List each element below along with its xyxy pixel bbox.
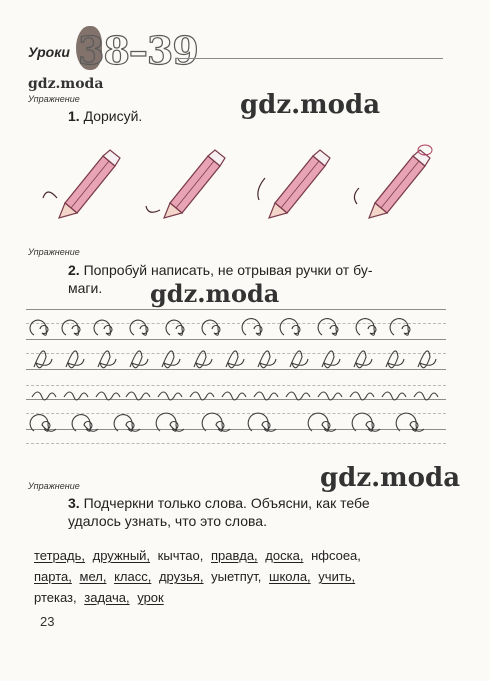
word-line-2	[34, 566, 454, 587]
watermark-3: gdz.moda	[320, 463, 461, 493]
lesson-number: 38–39	[78, 28, 198, 73]
word-item[interactable]: друзья,	[158, 569, 204, 584]
word-item[interactable]: ртеказ,	[34, 590, 77, 605]
watermark-small: gdz.moda	[28, 76, 104, 92]
word-item[interactable]: задача,	[84, 590, 130, 605]
exercise-2-number: 2.	[68, 262, 80, 278]
word-item[interactable]: урок	[137, 590, 164, 605]
word-item[interactable]: уыетпут,	[211, 569, 262, 584]
exercise-1-text: Дорисуй.	[83, 108, 143, 124]
word-item[interactable]: правда,	[210, 548, 258, 563]
watermark-1: gdz.moda	[240, 90, 381, 120]
exercise-3-instruction	[68, 494, 448, 530]
pencil-drawings	[25, 138, 455, 223]
word-line-3	[34, 587, 454, 608]
watermark-2: gdz.moda	[150, 279, 280, 308]
word-item[interactable]: тетрадь,	[34, 548, 85, 563]
page-number: 23	[40, 614, 55, 629]
word-item[interactable]: кычтао,	[157, 548, 204, 563]
word-item[interactable]: мел,	[79, 569, 107, 584]
pencil-icon	[146, 150, 225, 218]
exercise-2-label: Упражнение	[28, 247, 80, 257]
word-item[interactable]: школа,	[269, 569, 311, 584]
word-line-1	[34, 545, 454, 566]
exercise-3-text-line2: удалось узнать, что это слова.	[68, 513, 267, 529]
pencil-icon	[43, 150, 120, 218]
loop-row-3	[32, 392, 438, 400]
exercise-1-label: Упражнение	[28, 94, 80, 104]
word-list	[34, 545, 454, 608]
word-item[interactable]: класс,	[114, 569, 152, 584]
loop-row-4	[30, 413, 424, 431]
loop-row-1	[30, 319, 410, 336]
cursive-loops	[26, 305, 446, 445]
exercise-1-number: 1.	[68, 108, 80, 124]
exercise-1-instruction	[68, 107, 142, 125]
pencil-icon	[354, 145, 432, 218]
word-item[interactable]: доска,	[265, 548, 304, 563]
word-item[interactable]: учить,	[318, 569, 356, 584]
pencil-icon	[258, 150, 330, 218]
header-rule	[175, 58, 443, 59]
lesson-title-word: Уроки	[28, 44, 70, 60]
word-item[interactable]: парта,	[34, 569, 72, 584]
exercise-2-text-line2: маги.	[68, 280, 103, 296]
exercise-3-label: Упражнение	[28, 481, 80, 491]
word-item[interactable]: нфсоеа,	[311, 548, 361, 563]
word-item[interactable]: дружный,	[92, 548, 151, 563]
exercise-2-text-line1: Попробуй написать, не отрывая ручки от бу-	[83, 262, 373, 278]
loop-row-2	[34, 351, 436, 368]
exercise-3-text-line1: Подчеркни только слова. Объясни, как тебе	[83, 495, 370, 511]
exercise-3-number: 3.	[68, 495, 80, 511]
